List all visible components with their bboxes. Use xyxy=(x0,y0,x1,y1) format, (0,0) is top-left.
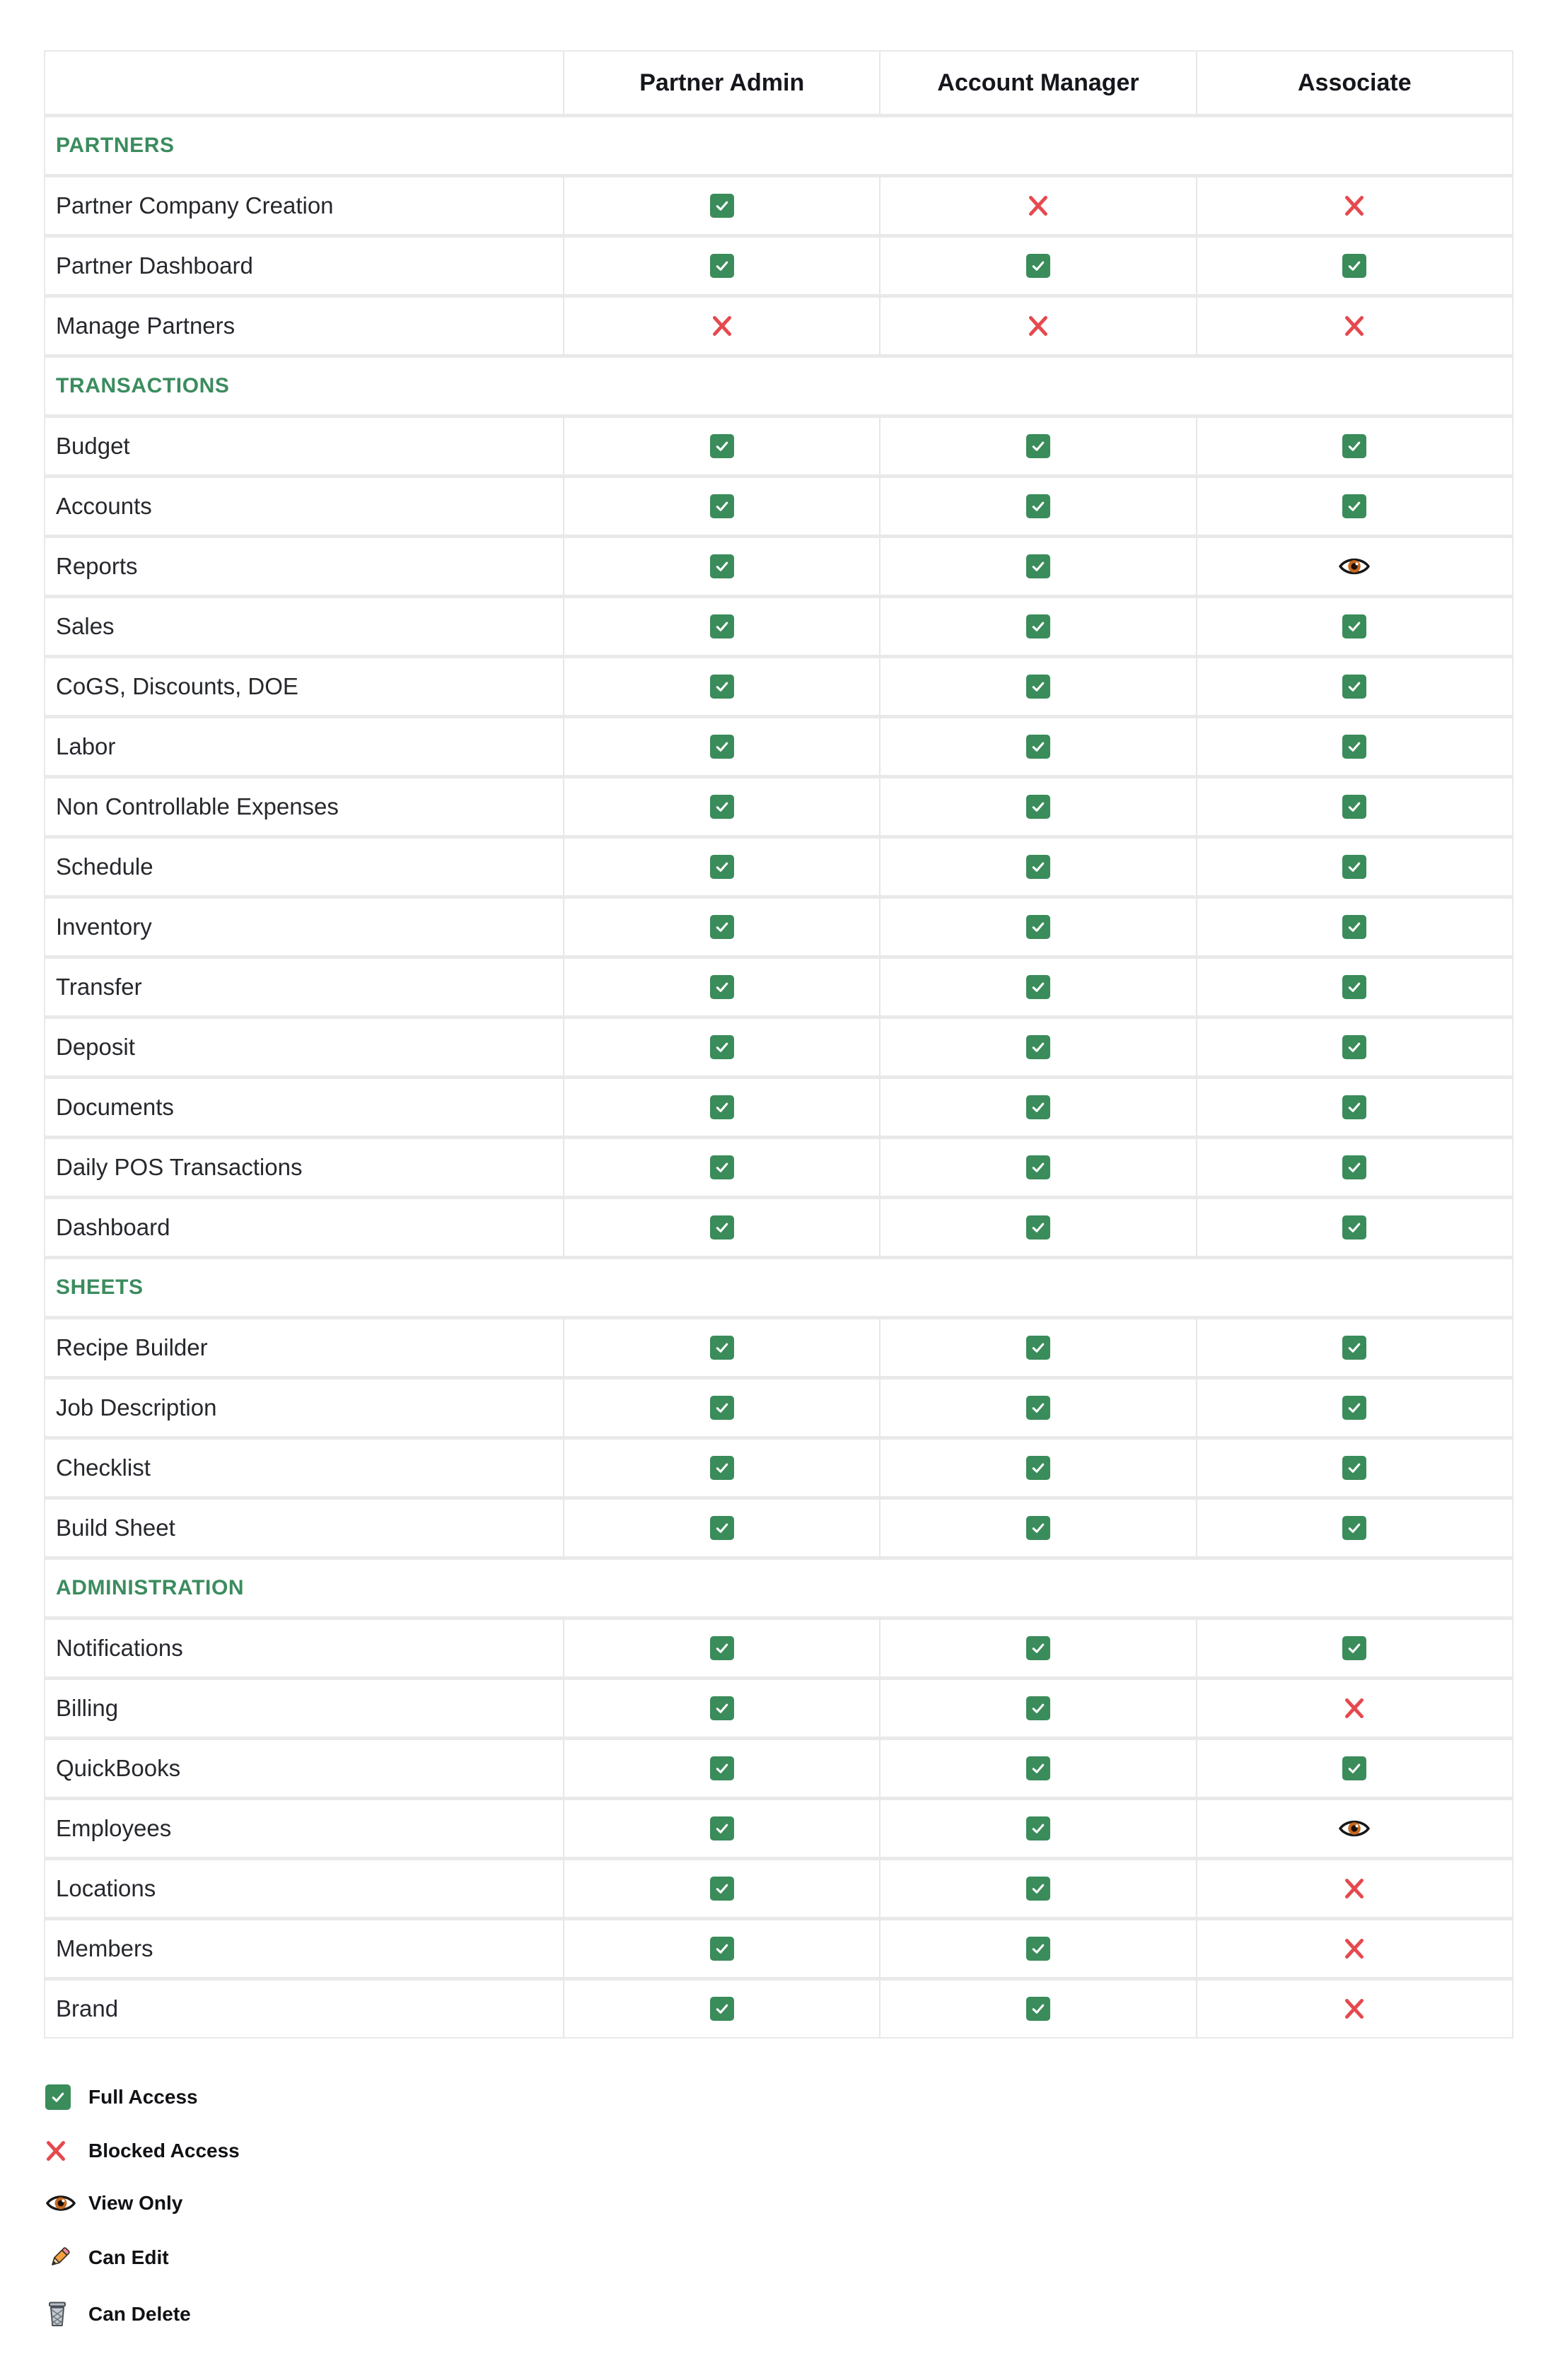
table-row-brand xyxy=(45,1981,1512,2037)
access-cell-associate-full xyxy=(1196,1620,1512,1676)
access-cell-associate-full xyxy=(1196,899,1512,955)
check-icon xyxy=(1026,1516,1050,1540)
check-icon xyxy=(710,494,734,518)
access-cell-partner-admin-full xyxy=(563,1139,879,1196)
row-label: Sales xyxy=(56,613,115,639)
check-icon xyxy=(1026,915,1050,939)
table-row-checklist xyxy=(45,1440,1512,1496)
column-header-associate: Associate xyxy=(1196,52,1512,114)
access-cell-associate-full xyxy=(1196,778,1512,835)
column-header-account-manager: Account Manager xyxy=(879,52,1195,114)
row-label: Members xyxy=(56,1935,153,1961)
access-cell-partner-admin-full xyxy=(563,1079,879,1136)
check-icon xyxy=(710,1035,734,1059)
check-icon xyxy=(710,1095,734,1119)
table-row-recipe-builder xyxy=(45,1319,1512,1376)
access-cell-associate-full xyxy=(1196,1740,1512,1797)
access-cell-account-manager-full xyxy=(879,1500,1195,1556)
check-icon xyxy=(1026,675,1050,699)
table-row-transfer xyxy=(45,959,1512,1015)
access-cell-account-manager-full xyxy=(879,1800,1195,1857)
row-label: Notifications xyxy=(56,1635,183,1661)
section-header-sheets xyxy=(45,1259,1512,1316)
access-cell-partner-admin-full xyxy=(563,778,879,835)
row-label: Schedule xyxy=(56,853,153,880)
check-icon xyxy=(710,735,734,759)
check-icon xyxy=(710,915,734,939)
access-cell-account-manager-full xyxy=(879,478,1195,535)
access-cell-associate-view xyxy=(1196,1800,1512,1857)
check-icon xyxy=(1026,494,1050,518)
table-row-quickbooks xyxy=(45,1740,1512,1797)
check-icon xyxy=(1026,1636,1050,1660)
row-label: QuickBooks xyxy=(56,1755,181,1781)
check-icon xyxy=(1342,1756,1366,1780)
check-icon xyxy=(710,434,734,458)
check-icon xyxy=(1026,1877,1050,1901)
check-icon xyxy=(710,614,734,638)
eye-icon xyxy=(1338,1817,1371,1840)
access-cell-associate-blocked xyxy=(1196,298,1512,354)
access-cell-partner-admin-full xyxy=(563,1680,879,1737)
check-icon xyxy=(1026,1937,1050,1961)
access-cell-partner-admin-full xyxy=(563,1199,879,1256)
table-row-notifications xyxy=(45,1620,1512,1676)
access-cell-associate-blocked xyxy=(1196,1981,1512,2037)
check-icon xyxy=(1342,1336,1366,1360)
access-cell-partner-admin-blocked xyxy=(563,298,879,354)
section-title: ADMINISTRATION xyxy=(56,1576,245,1599)
access-cell-associate-full xyxy=(1196,959,1512,1015)
access-cell-account-manager-full xyxy=(879,1981,1195,2037)
access-cell-partner-admin-full xyxy=(563,1440,879,1496)
cross-icon xyxy=(1344,1937,1365,1961)
check-icon xyxy=(1026,554,1050,578)
access-cell-account-manager-full xyxy=(879,1860,1195,1917)
access-cell-partner-admin-full xyxy=(563,1019,879,1075)
access-cell-associate-full xyxy=(1196,238,1512,294)
access-cell-account-manager-full xyxy=(879,959,1195,1015)
access-cell-account-manager-full xyxy=(879,1680,1195,1737)
access-cell-associate-view xyxy=(1196,538,1512,595)
legend-item-can-delete xyxy=(45,2301,240,2328)
check-icon xyxy=(1342,1095,1366,1119)
access-cell-associate-blocked xyxy=(1196,1680,1512,1737)
row-label: Billing xyxy=(56,1695,119,1721)
table-row-labor xyxy=(45,718,1512,775)
access-cell-associate-blocked xyxy=(1196,1920,1512,1977)
row-label: Budget xyxy=(56,433,130,459)
access-cell-partner-admin-full xyxy=(563,1981,879,2037)
row-label: Reports xyxy=(56,553,138,579)
table-row-non-controllable-expenses xyxy=(45,778,1512,835)
cross-icon xyxy=(1344,314,1365,338)
check-icon xyxy=(1026,1155,1050,1179)
section-title: SHEETS xyxy=(56,1276,144,1299)
access-cell-account-manager-full xyxy=(879,718,1195,775)
access-cell-associate-blocked xyxy=(1196,177,1512,234)
check-icon xyxy=(1026,1456,1050,1480)
section-header-partners xyxy=(45,117,1512,174)
access-cell-associate-full xyxy=(1196,1379,1512,1436)
cross-icon xyxy=(1344,1877,1365,1901)
check-icon xyxy=(710,1756,734,1780)
access-cell-associate-full xyxy=(1196,478,1512,535)
check-icon xyxy=(1342,675,1366,699)
row-label: Checklist xyxy=(56,1454,151,1481)
check-icon xyxy=(710,1155,734,1179)
check-icon xyxy=(1026,1095,1050,1119)
access-cell-associate-full xyxy=(1196,1199,1512,1256)
legend-item-view-only xyxy=(45,2192,240,2215)
access-cell-account-manager-full xyxy=(879,1079,1195,1136)
table-row-manage-partners xyxy=(45,298,1512,354)
check-icon xyxy=(1026,855,1050,879)
access-cell-partner-admin-full xyxy=(563,899,879,955)
section-header-transactions xyxy=(45,358,1512,414)
row-label: Build Sheet xyxy=(56,1515,175,1541)
table-row-documents xyxy=(45,1079,1512,1136)
row-label: Brand xyxy=(56,1995,119,2022)
check-icon xyxy=(1342,614,1366,638)
check-icon xyxy=(710,1997,734,2021)
table-row-accounts xyxy=(45,478,1512,535)
access-cell-partner-admin-full xyxy=(563,1920,879,1977)
section-title: PARTNERS xyxy=(56,134,175,157)
row-label: Accounts xyxy=(56,493,152,519)
check-icon xyxy=(1342,915,1366,939)
access-cell-associate-full xyxy=(1196,1500,1512,1556)
legend-label: Can Edit xyxy=(88,2246,169,2268)
legend-icon-wrap xyxy=(45,2301,76,2328)
section-title: TRANSACTIONS xyxy=(56,374,230,397)
check-icon xyxy=(710,1877,734,1901)
legend-icon-wrap xyxy=(45,2139,76,2163)
access-cell-account-manager-full xyxy=(879,538,1195,595)
check-icon xyxy=(1026,1215,1050,1239)
table-row-dashboard xyxy=(45,1199,1512,1256)
check-icon xyxy=(45,2084,71,2110)
row-label: Job Description xyxy=(56,1394,217,1421)
access-cell-associate-full xyxy=(1196,839,1512,895)
check-icon xyxy=(710,1336,734,1360)
check-icon xyxy=(1026,614,1050,638)
access-cell-associate-full xyxy=(1196,1019,1512,1075)
check-icon xyxy=(1342,795,1366,819)
check-icon xyxy=(1026,1696,1050,1720)
legend-item-can-edit xyxy=(45,2244,240,2272)
column-header-partner-admin: Partner Admin xyxy=(563,52,879,114)
legend-icon-wrap xyxy=(45,2192,76,2215)
access-cell-account-manager-full xyxy=(879,238,1195,294)
row-label: Partner Dashboard xyxy=(56,252,253,279)
check-icon xyxy=(1342,434,1366,458)
check-icon xyxy=(710,1636,734,1660)
check-icon xyxy=(1026,1035,1050,1059)
check-icon xyxy=(1026,735,1050,759)
check-icon xyxy=(710,1816,734,1841)
access-cell-partner-admin-full xyxy=(563,238,879,294)
check-icon xyxy=(710,1937,734,1961)
table-row-cogs-discounts-doe xyxy=(45,658,1512,715)
check-icon xyxy=(1342,1636,1366,1660)
check-icon xyxy=(710,1396,734,1420)
access-cell-partner-admin-full xyxy=(563,538,879,595)
check-icon xyxy=(710,254,734,278)
row-label: Non Controllable Expenses xyxy=(56,793,339,819)
table-row-inventory xyxy=(45,899,1512,955)
access-cell-associate-full xyxy=(1196,1440,1512,1496)
row-label: Daily POS Transactions xyxy=(56,1154,303,1180)
check-icon xyxy=(710,194,734,218)
check-icon xyxy=(1342,735,1366,759)
table-row-partner-dashboard xyxy=(45,238,1512,294)
pencil-icon xyxy=(45,2244,74,2272)
check-icon xyxy=(710,1696,734,1720)
access-cell-associate-full xyxy=(1196,658,1512,715)
legend-item-full-access xyxy=(45,2084,240,2110)
access-cell-account-manager-full xyxy=(879,839,1195,895)
check-icon xyxy=(1026,1396,1050,1420)
check-icon xyxy=(710,1456,734,1480)
table-header-row xyxy=(45,52,1512,114)
row-label: Manage Partners xyxy=(56,313,236,339)
row-label: Recipe Builder xyxy=(56,1334,208,1360)
access-cell-account-manager-full xyxy=(879,1440,1195,1496)
access-cell-associate-full xyxy=(1196,598,1512,655)
access-cell-partner-admin-full xyxy=(563,177,879,234)
cross-icon xyxy=(1344,1997,1365,2021)
access-cell-partner-admin-full xyxy=(563,1379,879,1436)
table-row-schedule xyxy=(45,839,1512,895)
cross-icon xyxy=(711,314,733,338)
check-icon xyxy=(1026,254,1050,278)
row-label: Documents xyxy=(56,1094,174,1120)
cross-icon xyxy=(45,2139,66,2163)
access-cell-associate-full xyxy=(1196,718,1512,775)
access-cell-partner-admin-full xyxy=(563,1800,879,1857)
cross-icon xyxy=(1344,194,1365,218)
check-icon xyxy=(1026,1997,1050,2021)
check-icon xyxy=(710,675,734,699)
legend xyxy=(45,2084,240,2328)
access-cell-partner-admin-full xyxy=(563,478,879,535)
row-label: Transfer xyxy=(56,974,142,1000)
check-icon xyxy=(1342,1155,1366,1179)
trash-icon xyxy=(45,2301,69,2328)
check-icon xyxy=(710,795,734,819)
access-cell-account-manager-full xyxy=(879,1199,1195,1256)
access-cell-account-manager-full xyxy=(879,899,1195,955)
access-cell-account-manager-full xyxy=(879,1740,1195,1797)
access-cell-associate-full xyxy=(1196,1139,1512,1196)
check-icon xyxy=(1342,1396,1366,1420)
permissions-table xyxy=(44,50,1513,2038)
check-icon xyxy=(1342,1516,1366,1540)
cross-icon xyxy=(1028,314,1049,338)
access-cell-partner-admin-full xyxy=(563,598,879,655)
check-icon xyxy=(1342,1035,1366,1059)
row-label: Labor xyxy=(56,733,116,759)
table-row-billing xyxy=(45,1680,1512,1737)
access-cell-account-manager-full xyxy=(879,1019,1195,1075)
access-cell-account-manager-blocked xyxy=(879,177,1195,234)
check-icon xyxy=(1342,494,1366,518)
access-cell-account-manager-full xyxy=(879,1139,1195,1196)
legend-label: Can Delete xyxy=(88,2303,191,2325)
row-label: Dashboard xyxy=(56,1214,170,1240)
check-icon xyxy=(1026,1756,1050,1780)
access-cell-account-manager-full xyxy=(879,1379,1195,1436)
check-icon xyxy=(710,1215,734,1239)
cross-icon xyxy=(1344,1696,1365,1720)
access-cell-partner-admin-full xyxy=(563,1740,879,1797)
access-cell-account-manager-full xyxy=(879,418,1195,474)
table-row-locations xyxy=(45,1860,1512,1917)
row-label: Locations xyxy=(56,1875,156,1901)
legend-label: Blocked Access xyxy=(88,2140,240,2162)
legend-icon-wrap xyxy=(45,2084,76,2110)
access-cell-partner-admin-full xyxy=(563,1620,879,1676)
table-row-daily-pos-transactions xyxy=(45,1139,1512,1196)
check-icon xyxy=(710,855,734,879)
access-cell-partner-admin-full xyxy=(563,1500,879,1556)
check-icon xyxy=(1342,254,1366,278)
access-cell-associate-full xyxy=(1196,1319,1512,1376)
access-cell-partner-admin-full xyxy=(563,418,879,474)
check-icon xyxy=(710,1516,734,1540)
table-row-budget xyxy=(45,418,1512,474)
table-row-sales xyxy=(45,598,1512,655)
check-icon xyxy=(710,554,734,578)
header-spacer-cell xyxy=(45,52,563,114)
access-cell-account-manager-full xyxy=(879,1319,1195,1376)
table-row-partner-company-creation xyxy=(45,177,1512,234)
row-label: Inventory xyxy=(56,914,152,940)
table-row-build-sheet xyxy=(45,1500,1512,1556)
check-icon xyxy=(1026,1816,1050,1841)
access-cell-partner-admin-full xyxy=(563,718,879,775)
access-cell-partner-admin-full xyxy=(563,1319,879,1376)
table-row-reports xyxy=(45,538,1512,595)
access-cell-account-manager-full xyxy=(879,1620,1195,1676)
check-icon xyxy=(1026,975,1050,999)
table-row-job-description xyxy=(45,1379,1512,1436)
check-icon xyxy=(1342,1215,1366,1239)
cross-icon xyxy=(1028,194,1049,218)
row-label: CoGS, Discounts, DOE xyxy=(56,673,298,699)
access-cell-account-manager-full xyxy=(879,598,1195,655)
access-cell-partner-admin-full xyxy=(563,658,879,715)
access-cell-account-manager-full xyxy=(879,778,1195,835)
access-cell-partner-admin-full xyxy=(563,959,879,1015)
legend-item-blocked-access xyxy=(45,2139,240,2163)
check-icon xyxy=(1026,434,1050,458)
access-cell-associate-full xyxy=(1196,418,1512,474)
check-icon xyxy=(1342,975,1366,999)
table-row-employees xyxy=(45,1800,1512,1857)
check-icon xyxy=(1026,1336,1050,1360)
row-label: Partner Company Creation xyxy=(56,192,334,218)
section-header-administration xyxy=(45,1560,1512,1616)
legend-label: Full Access xyxy=(88,2086,198,2108)
legend-icon-wrap xyxy=(45,2244,76,2272)
row-label: Deposit xyxy=(56,1034,135,1060)
table-row-deposit xyxy=(45,1019,1512,1075)
access-cell-account-manager-blocked xyxy=(879,298,1195,354)
access-cell-account-manager-full xyxy=(879,658,1195,715)
eye-icon xyxy=(45,2192,76,2215)
check-icon xyxy=(1026,795,1050,819)
access-cell-partner-admin-full xyxy=(563,1860,879,1917)
access-cell-associate-blocked xyxy=(1196,1860,1512,1917)
table-row-members xyxy=(45,1920,1512,1977)
eye-icon xyxy=(1338,555,1371,578)
access-cell-account-manager-full xyxy=(879,1920,1195,1977)
check-icon xyxy=(1342,1456,1366,1480)
access-cell-associate-full xyxy=(1196,1079,1512,1136)
check-icon xyxy=(710,975,734,999)
access-cell-partner-admin-full xyxy=(563,839,879,895)
legend-label: View Only xyxy=(88,2192,183,2214)
check-icon xyxy=(1342,855,1366,879)
row-label: Employees xyxy=(56,1815,172,1841)
